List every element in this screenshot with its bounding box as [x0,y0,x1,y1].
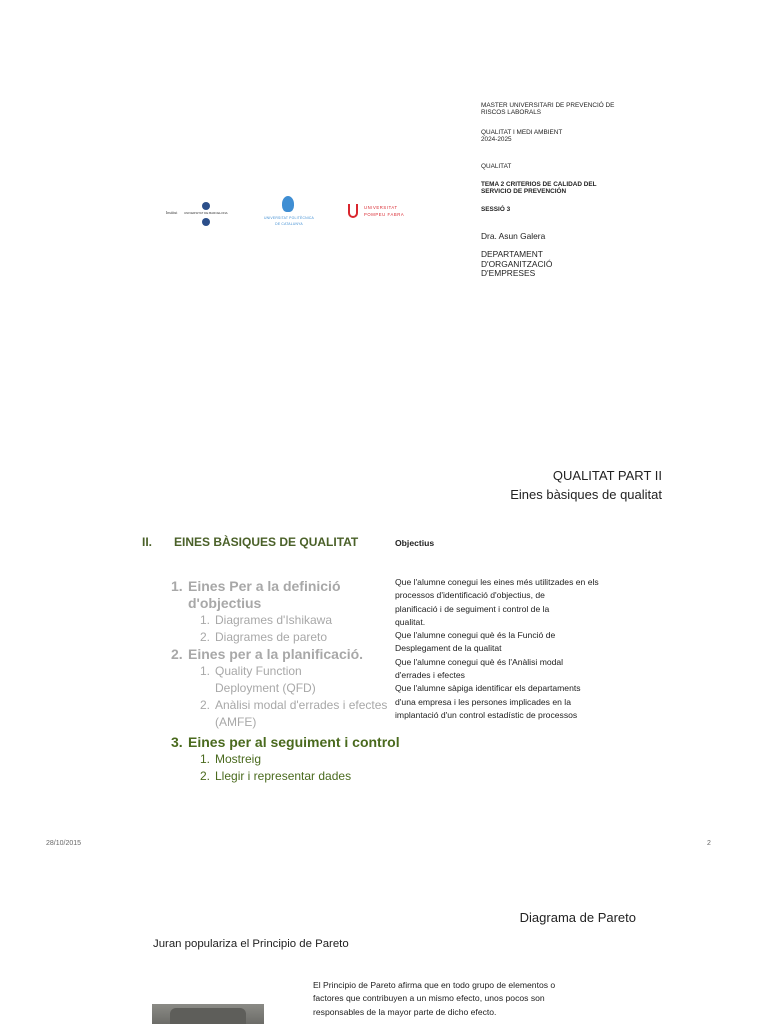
pareto-title: Diagrama de Pareto [519,910,636,925]
toc-text-continued: d'objectius [188,595,262,611]
master-line: RISCOS LABORALS [481,109,542,117]
session-label: SESSIÓ 3 [481,206,511,213]
objective-item [395,576,645,629]
toc-number: 1. [200,664,211,678]
ub-logo [166,202,234,226]
objective-line: implantació d'un control estadístic de processos [395,709,578,720]
objective-line: planificació i de seguiment i control de la [395,603,550,614]
master-title [481,102,614,117]
toc-text: Llegir i representar dades [215,769,352,783]
upf-shield-icon [348,204,358,218]
toc-number: 1. [200,613,211,627]
objectives-list [395,576,645,722]
part-title: QUALITAT PART II [552,468,662,483]
toc-text: Eines per a la planificació. [188,646,364,662]
course-year: 2024-2025 [481,136,512,144]
university-logos [166,196,416,230]
toc-number: 2. [200,630,211,644]
toc-item-definition[interactable] [171,578,431,595]
upf-logo-text: UNIVERSITAT [364,205,398,210]
upc-logo-text: DE CATALUNYA [275,222,303,226]
slide-1-title [0,0,768,420]
department [481,250,552,279]
ub-logo-subtext: UNIVERSITAT DE BARCELONA [184,211,228,215]
pareto-subtitle: Juran populariza el Principio de Pareto [153,938,349,950]
tema-line: SERVICIO DE PREVENCIÓN [481,188,567,196]
tema-line: TEMA 2 CRITERIOS DE CALIDAD DEL [481,181,597,188]
section-heading-text: EINES BÀSIQUES DE QUALITAT [174,535,359,549]
toc-text: Mostreig [215,752,262,766]
ub-logo-text: Institut [166,210,178,215]
toc-subitem-qfd[interactable] [171,663,431,680]
toc-text: Quality Function [215,664,302,678]
upc-logo-text: UNIVERSITAT POLITÈCNICA [263,216,314,220]
toc-item-monitoring[interactable] [171,734,431,751]
footer-date: 28/10/2015 [46,840,82,847]
upf-logo-text: POMPEU FABRA [364,212,405,217]
upc-logo [256,196,322,230]
toc-number: 3. [171,734,183,750]
objective-item [395,682,645,722]
toc-number: 1. [200,752,211,766]
toc-text: Eines per al seguiment i control [188,734,400,750]
section-number: II. [142,535,153,549]
toc-subitem-pareto[interactable] [171,629,431,646]
objective-line: Que l'alumne conegui què és l'Anàlisi modal [395,656,564,667]
teacher-name: Dra. Asun Galera [481,231,546,241]
toc-text-continued: (AMFE) [215,715,257,729]
toc-text: Anàlisi modal d'errades i efectes [215,698,388,712]
toc-text: Eines Per a la definició [188,578,341,594]
department-line: D'ORGANITZACIÓ [481,258,553,269]
toc-text: Diagrames de pareto [215,630,328,644]
course-info [481,129,562,144]
department-line: D'EMPRESES [481,268,536,279]
objective-line: Que l'alumne conegui què és la Funció de [395,630,556,641]
objective-line: d'una empresa i les persones implicades en la [395,696,571,707]
photo-subject [170,1008,246,1024]
course-line: QUALITAT I MEDI AMBIENT [481,129,563,136]
toc-text-continued: Deployment (QFD) [215,681,316,695]
toc-number: 2. [200,769,211,783]
page-number: 2 [707,840,711,847]
toc-item-planning[interactable] [171,646,431,663]
master-line: MASTER UNIVERSITARI DE PREVENCIÓ DE [481,102,615,109]
toc-number: 1. [171,578,183,594]
toc-number: 2. [200,698,211,712]
upc-emblem-icon [282,196,294,212]
tema-title [481,181,597,196]
ub-logo-dot-icon [202,202,210,210]
objective-item [395,656,645,683]
subject-label: QUALITAT [481,163,512,170]
objective-line: processos d'identificació d'objectius, de [395,590,545,601]
toc-subitem-sampling[interactable] [171,751,431,768]
objective-line: Que l'alumne conegui les eines més utilitzades en els [395,577,599,587]
department-line: DEPARTAMENT [481,249,543,259]
table-of-contents [171,578,431,785]
paragraph-line: El Principio de Pareto afirma que en todo grupo de elementos o [313,980,556,990]
objective-line: qualitat. [395,616,426,627]
paragraph-line: factores que contribuyen a un mismo efecto, unos pocos son [313,993,545,1004]
objective-item [395,629,645,656]
section-heading [142,535,358,549]
pareto-paragraph [313,979,613,1019]
toc-number: 2. [171,646,183,662]
toc-subitem-ishikawa[interactable] [171,612,431,629]
objective-line: Que l'alumne sàpiga identificar els departaments [395,683,581,694]
toc-subitem-data[interactable] [171,768,431,785]
objectives-title: Objectius [395,538,435,548]
paragraph-line: responsables de la mayor parte de dicho efecto. [313,1006,497,1017]
toc-text: Diagrames d'Ishikawa [215,613,333,627]
part-subtitle: Eines bàsiques de qualitat [510,487,662,502]
upf-logo [348,204,414,224]
objective-line: Desplegament de la qualitat [395,643,502,654]
objective-line: d'errades i efectes [395,670,465,681]
ub-logo-dot-icon [202,218,210,226]
juran-photo [152,1004,264,1024]
toc-subitem-amfe[interactable] [171,697,431,714]
